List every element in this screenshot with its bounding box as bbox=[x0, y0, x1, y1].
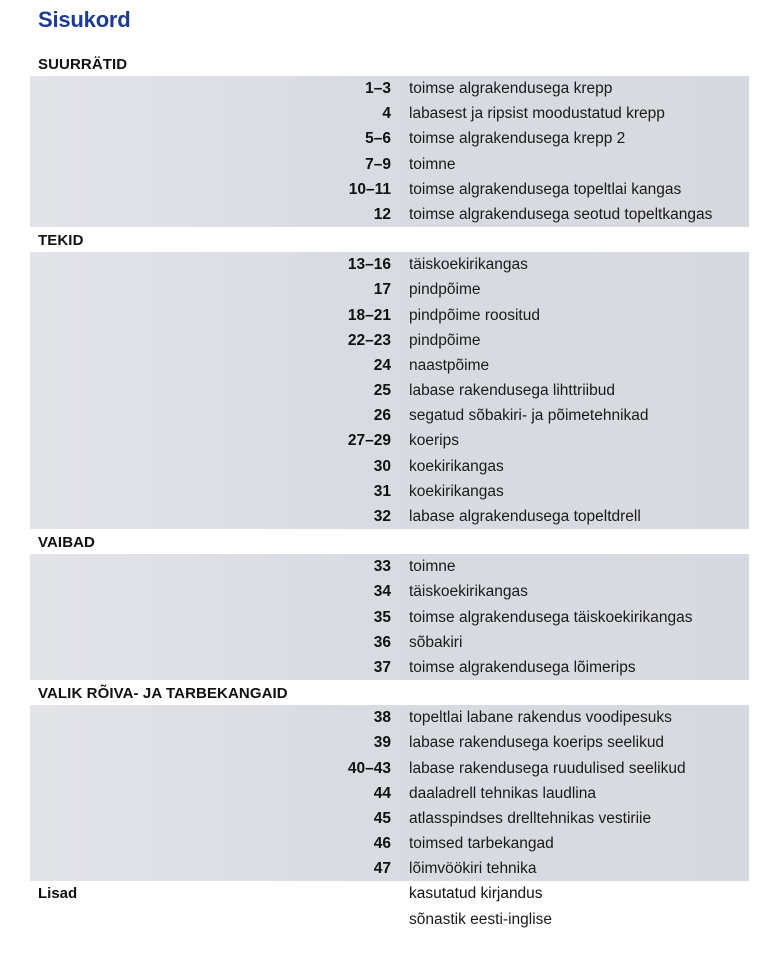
entry-title: toimsed tarbekangad bbox=[409, 835, 554, 853]
entry-title: koekirikangas bbox=[409, 457, 504, 475]
entry-title: daaladrell tehnikas laudlina bbox=[409, 784, 596, 802]
toc-entry[interactable] bbox=[30, 378, 749, 403]
entry-title: koekirikangas bbox=[409, 482, 504, 500]
toc-entry[interactable] bbox=[30, 152, 749, 177]
entry-title: pindpõime bbox=[409, 281, 481, 299]
page-number: 24 bbox=[373, 356, 391, 374]
toc-entry[interactable] bbox=[30, 781, 749, 806]
toc-entry[interactable] bbox=[30, 353, 749, 378]
page-title: Sisukord bbox=[38, 7, 131, 32]
toc-entry[interactable] bbox=[30, 856, 749, 881]
toc-entry[interactable] bbox=[30, 328, 749, 353]
toc-entry[interactable] bbox=[30, 76, 749, 101]
entry-title: pindpõime roositud bbox=[409, 306, 540, 324]
appendix-item[interactable]: sõnastik eesti-inglise bbox=[409, 910, 553, 928]
toc-entry[interactable] bbox=[30, 630, 749, 655]
entry-title: naastpõime bbox=[409, 356, 490, 374]
toc-entry[interactable] bbox=[30, 454, 749, 479]
entry-title: toimse algrakendusega krepp bbox=[409, 80, 613, 97]
entry-title: toimse algrakendusega krepp 2 bbox=[409, 130, 626, 148]
table-of-contents bbox=[0, 51, 783, 932]
toc-entry[interactable] bbox=[30, 428, 749, 453]
toc-entry[interactable] bbox=[30, 655, 749, 680]
section-heading-suurratid: SUURRÄTID bbox=[38, 56, 128, 73]
page-number: 39 bbox=[373, 734, 391, 752]
page-number: 18–21 bbox=[347, 306, 391, 324]
toc-entry[interactable] bbox=[30, 177, 749, 202]
toc-entry[interactable] bbox=[30, 202, 749, 227]
entry-title: labase rakendusega lihttriibud bbox=[409, 382, 615, 400]
page-number: 45 bbox=[373, 809, 391, 827]
page-number: 36 bbox=[373, 633, 391, 651]
entry-title: labase algrakendusega topeltdrell bbox=[409, 508, 641, 525]
page-number: 4 bbox=[382, 105, 391, 123]
toc-entry[interactable] bbox=[30, 730, 749, 755]
page-number: 34 bbox=[373, 583, 391, 601]
entry-title: toimse algrakendusega täiskoekirikangas bbox=[409, 608, 693, 626]
entry-title: labase rakendusega ruudulised seelikud bbox=[409, 759, 686, 777]
entry-title: sõbakiri bbox=[409, 633, 463, 651]
appendix-heading: Lisad bbox=[38, 885, 78, 903]
page-number: 13–16 bbox=[347, 256, 391, 274]
toc-entry[interactable] bbox=[30, 101, 749, 126]
entry-title: toimse algrakendusega lõimerips bbox=[409, 658, 636, 676]
page-number: 17 bbox=[373, 281, 391, 299]
section-entries-suurratid bbox=[30, 76, 749, 227]
page-number: 32 bbox=[373, 508, 391, 525]
page-number: 38 bbox=[373, 709, 391, 727]
appendix-item[interactable]: kasutatud kirjandus bbox=[409, 885, 543, 903]
appendix-row bbox=[0, 907, 783, 932]
entry-title: toimse algrakendusega seotud topeltkangas bbox=[409, 205, 713, 223]
section-heading-vaibad: VAIBAD bbox=[38, 534, 95, 552]
toc-entry[interactable] bbox=[30, 479, 749, 504]
page-number: 12 bbox=[373, 205, 391, 223]
toc-entry[interactable] bbox=[30, 831, 749, 856]
section-entries-vaibad bbox=[30, 554, 749, 680]
page-number: 7–9 bbox=[365, 155, 391, 173]
toc-entry[interactable] bbox=[30, 252, 749, 277]
toc-entry[interactable] bbox=[30, 403, 749, 428]
page-number: 30 bbox=[373, 457, 391, 475]
page-number: 46 bbox=[373, 835, 391, 853]
toc-entry[interactable] bbox=[30, 579, 749, 604]
page-number: 1–3 bbox=[365, 80, 391, 97]
toc-entry[interactable] bbox=[30, 303, 749, 328]
entry-title: koerips bbox=[409, 432, 459, 450]
entry-title: atlasspindses drelltehnikas vestiriie bbox=[409, 809, 652, 827]
entry-title: täiskoekirikangas bbox=[409, 256, 528, 274]
page-number: 27–29 bbox=[347, 432, 391, 450]
page-number: 47 bbox=[373, 860, 391, 878]
entry-title: labasest ja ripsist moodustatud krepp bbox=[409, 105, 665, 123]
toc-entry[interactable] bbox=[30, 277, 749, 302]
page-number: 33 bbox=[373, 558, 391, 576]
section-heading-valik: VALIK RÕIVA- JA TARBEKANGAID bbox=[38, 685, 288, 703]
toc-entry[interactable] bbox=[30, 554, 749, 579]
page-number: 40–43 bbox=[347, 759, 391, 777]
page-number: 35 bbox=[373, 608, 391, 626]
toc-entry[interactable] bbox=[30, 806, 749, 831]
entry-title: täiskoekirikangas bbox=[409, 583, 528, 601]
page-number: 44 bbox=[373, 784, 391, 802]
appendix-section bbox=[0, 881, 783, 906]
entry-title: toimne bbox=[409, 155, 456, 173]
entry-title: topeltlai labane rakendus voodipesuks bbox=[409, 709, 672, 727]
page-number: 26 bbox=[373, 407, 391, 425]
entry-title: lõimvöökiri tehnika bbox=[409, 860, 537, 878]
toc-entry[interactable] bbox=[30, 705, 749, 730]
toc-entry[interactable] bbox=[30, 756, 749, 781]
section-entries-tekid bbox=[30, 252, 749, 529]
page-number: 25 bbox=[373, 382, 391, 400]
entry-title: pindpõime bbox=[409, 331, 481, 349]
section-entries-valik bbox=[30, 705, 749, 881]
toc-entry[interactable] bbox=[30, 504, 749, 529]
page-number: 22–23 bbox=[347, 331, 391, 349]
page-number: 5–6 bbox=[365, 130, 391, 148]
entry-title: segatud sõbakiri- ja põimetehnikad bbox=[409, 407, 649, 425]
page-number: 31 bbox=[373, 482, 391, 500]
toc-entry[interactable] bbox=[30, 605, 749, 630]
section-heading-tekid: TEKID bbox=[38, 232, 84, 250]
toc-entry[interactable] bbox=[30, 126, 749, 151]
entry-title: toimse algrakendusega topeltlai kangas bbox=[409, 180, 682, 198]
entry-title: labase rakendusega koerips seelikud bbox=[409, 734, 665, 752]
page-number: 37 bbox=[373, 658, 391, 676]
page-number: 10–11 bbox=[348, 180, 391, 198]
entry-title: toimne bbox=[409, 558, 456, 576]
